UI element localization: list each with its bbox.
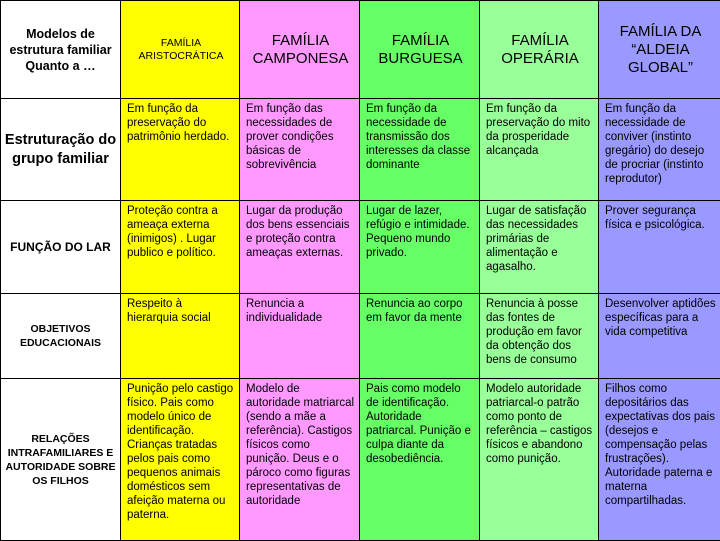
col-header-camponesa: FAMÍLIA CAMPONESA — [240, 1, 360, 99]
col-header-aristocratica: FAMÍLIA ARISTOCRÁTICA — [121, 1, 240, 99]
col-header-operaria: FAMÍLIA OPERÁRIA — [480, 1, 599, 99]
table-row — [1, 201, 720, 294]
header-row — [1, 1, 720, 99]
table-row — [1, 99, 720, 201]
row-label-objetivos-educacionais: OBJETIVOS EDUCACIONAIS — [1, 294, 121, 379]
cell: Proteção contra a ameaça externa (inimigos) . Lugar publico e político. — [121, 201, 240, 294]
row-label-relacoes-intrafamiliares: RELAÇÕES INTRAFAMILIARES E AUTORIDADE SOBRE OS FILHOS — [1, 379, 121, 541]
cell: Renuncia a individualidade — [240, 294, 360, 379]
cell: Em função da preservação do patrimônio herdado. — [121, 99, 240, 201]
cell: Renuncia ao corpo em favor da mente — [360, 294, 480, 379]
cell: Pais como modelo de identificação. Autoridade patriarcal. Punição e culpa diante da desobediência. — [360, 379, 480, 541]
corner-label: Modelos de estrutura familiar Quanto a … — [1, 1, 121, 99]
cell: Respeito à hierarquia social — [121, 294, 240, 379]
col-header-aldeia-global: FAMÍLIA DA “ALDEIA GLOBAL” — [599, 1, 720, 99]
cell: Em função da preservação do mito da prosperidade alcançada — [480, 99, 599, 201]
table-row — [1, 379, 720, 541]
cell: Em função das necessidades de prover condições básicas de sobrevivência — [240, 99, 360, 201]
cell: Renuncia à posse das fontes de produção em favor da obtenção dos bens de consumo — [480, 294, 599, 379]
row-label-funcao-do-lar: FUNÇÃO DO LAR — [1, 201, 121, 294]
col-header-burguesa: FAMÍLIA BURGUESA — [360, 1, 480, 99]
table-row — [1, 294, 720, 379]
cell: Lugar de lazer, refúgio e intimidade. Pequeno mundo privado. — [360, 201, 480, 294]
cell: Lugar da produção dos bens essenciais e proteção contra ameaças externas. — [240, 201, 360, 294]
cell: Modelo autoridade patriarcal-o patrão como ponto de referência – castigos físicos e abandono como punição. — [480, 379, 599, 541]
cell: Desenvolver aptidões específicas para a vida competitiva — [599, 294, 720, 379]
cell: Lugar de satisfação das necessidades primárias de alimentação e agasalho. — [480, 201, 599, 294]
cell: Filhos como depositários das expectativas dos pais (desejos e compensação pelas frustrações). Autoridade paterna e materna compartilhadas. — [599, 379, 720, 541]
cell: Em função da necessidade de transmissão dos interesses da classe dominante — [360, 99, 480, 201]
cell: Punição pelo castigo físico. Pais como modelo único de identificação. Crianças tratadas pelos pais como pequenos animais domésticos sem afeição materna ou paterna. — [121, 379, 240, 541]
cell: Em função da necessidade de conviver (instinto gregário) do desejo de procriar (instinto reprodutor) — [599, 99, 720, 201]
cell: Prover segurança física e psicológica. — [599, 201, 720, 294]
row-label-estruturacao: Estruturação do grupo familiar — [1, 99, 121, 201]
cell: Modelo de autoridade matriarcal (sendo a mãe a referência). Castigos físicos como punição. Deus e o pároco como figuras representativas de autoridade — [240, 379, 360, 541]
